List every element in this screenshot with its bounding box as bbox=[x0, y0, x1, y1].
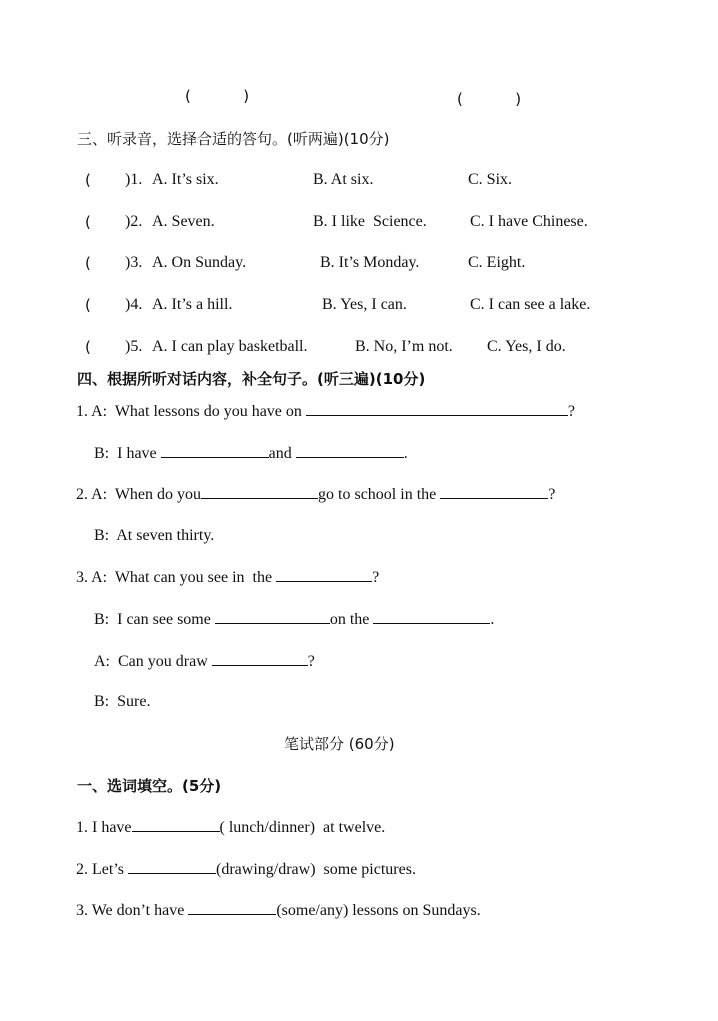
fill-in-blank[interactable] bbox=[373, 609, 490, 624]
dialog-line bbox=[76, 401, 575, 422]
option-a: A. I can play basketball. bbox=[152, 338, 308, 355]
item-number: )1. bbox=[125, 171, 143, 188]
option-b: B. I like Science. bbox=[313, 213, 427, 230]
section-3-title: 三、听录音，选择合适的答句。(听两遍)(10分) bbox=[77, 130, 390, 148]
item-number: )3. bbox=[125, 254, 143, 271]
fill-in-line bbox=[76, 900, 481, 921]
option-a: A. On Sunday. bbox=[152, 254, 247, 271]
dialog-text: B: I have bbox=[94, 445, 157, 462]
dialog-text: 1. A: What lessons do you have on bbox=[76, 403, 302, 420]
answer-bracket: ( bbox=[85, 171, 91, 189]
fill-in-line bbox=[76, 859, 416, 880]
question-text: ( lunch/dinner) at twelve. bbox=[219, 819, 386, 836]
dialog-text: ? bbox=[372, 569, 380, 586]
question-text: 1. I have bbox=[76, 819, 132, 836]
fill-in-blank[interactable] bbox=[132, 817, 220, 832]
dialog-text: on the bbox=[329, 611, 370, 628]
dialog-line bbox=[76, 484, 555, 505]
fill-in-blank[interactable] bbox=[128, 859, 216, 874]
fill-in-blank[interactable] bbox=[215, 609, 330, 624]
option-c: C. Eight. bbox=[468, 254, 526, 271]
answer-bracket: ( bbox=[85, 338, 91, 356]
dialog-text: go to school in the bbox=[318, 486, 437, 503]
option-c: C. I have Chinese. bbox=[470, 213, 588, 230]
dialog-line: B: Sure. bbox=[94, 693, 151, 710]
dialog-line bbox=[76, 567, 379, 588]
fill-in-blank[interactable] bbox=[201, 484, 318, 499]
fill-in-blank[interactable] bbox=[440, 484, 548, 499]
dialog-text: 3. A: What can you see in the bbox=[76, 569, 273, 586]
item-number: )2. bbox=[125, 213, 143, 230]
question-text: (some/any) lessons on Sundays. bbox=[276, 902, 481, 919]
question-text: 3. We don’t have bbox=[76, 902, 185, 919]
item-number: )5. bbox=[125, 338, 143, 355]
dialog-text: . bbox=[403, 445, 408, 462]
dialog-text: A: Can you draw bbox=[94, 653, 208, 670]
answer-bracket: ( ) bbox=[457, 90, 522, 108]
answer-bracket: ( ) bbox=[185, 87, 250, 105]
section-1-title: 一、选词填空。(5分) bbox=[77, 777, 222, 795]
fill-in-blank[interactable] bbox=[161, 443, 269, 458]
dialog-text: ? bbox=[548, 486, 556, 503]
dialog-line: B: At seven thirty. bbox=[94, 527, 215, 544]
fill-in-blank[interactable] bbox=[296, 443, 404, 458]
dialog-line bbox=[94, 609, 494, 630]
option-a: A. Seven. bbox=[152, 213, 215, 230]
dialog-line bbox=[94, 651, 315, 672]
option-a: A. It’s a hill. bbox=[152, 296, 233, 313]
question-text: (drawing/draw) some pictures. bbox=[216, 861, 416, 878]
fill-in-blank[interactable] bbox=[276, 567, 372, 582]
section-4-title: 四、根据所听对话内容，补全句子。(听三遍)(10分) bbox=[77, 370, 426, 388]
option-c: C. Six. bbox=[468, 171, 513, 188]
fill-in-blank[interactable] bbox=[306, 401, 568, 416]
option-b: B. At six. bbox=[313, 171, 374, 188]
dialog-text: 2. A: When do you bbox=[76, 486, 202, 503]
item-number: )4. bbox=[125, 296, 143, 313]
dialog-text: and bbox=[268, 445, 292, 462]
dialog-text: ? bbox=[307, 653, 315, 670]
dialog-line bbox=[94, 443, 408, 464]
option-b: B. No, I’m not. bbox=[355, 338, 453, 355]
answer-bracket: ( bbox=[85, 296, 91, 314]
option-a: A. It’s six. bbox=[152, 171, 219, 188]
dialog-text: ? bbox=[567, 403, 576, 420]
option-c: C. I can see a lake. bbox=[470, 296, 591, 313]
written-part-title: 笔试部分 (60分) bbox=[284, 735, 395, 753]
answer-bracket: ( bbox=[85, 213, 91, 231]
fill-in-blank[interactable] bbox=[212, 651, 308, 666]
dialog-text: B: I can see some bbox=[94, 611, 211, 628]
option-b: B. It’s Monday. bbox=[320, 254, 420, 271]
option-c: C. Yes, I do. bbox=[487, 338, 566, 355]
question-text: 2. Let’s bbox=[76, 861, 124, 878]
fill-in-blank[interactable] bbox=[188, 900, 276, 915]
answer-bracket: ( bbox=[85, 254, 91, 272]
option-b: B. Yes, I can. bbox=[322, 296, 407, 313]
fill-in-line bbox=[76, 817, 385, 838]
dialog-text: . bbox=[490, 611, 495, 628]
